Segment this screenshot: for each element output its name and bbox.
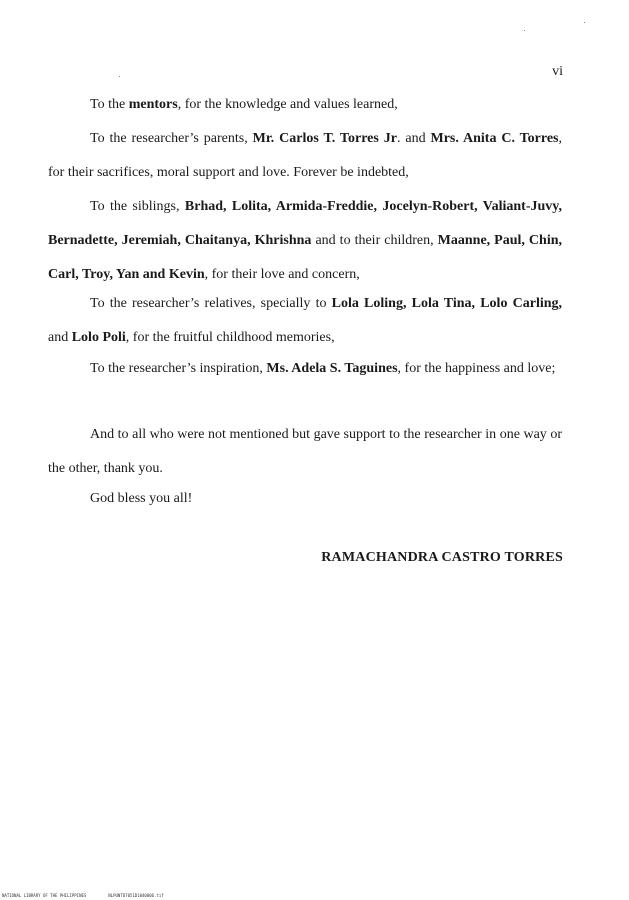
scan-speck xyxy=(584,22,585,23)
relative-lolo-poli: Lolo Poli xyxy=(71,330,126,345)
paragraph-relatives xyxy=(48,287,562,355)
paragraph-inspiration xyxy=(48,352,562,386)
siblings-post: , for their love and concern, xyxy=(204,267,360,282)
scan-speck xyxy=(524,30,525,31)
inspiration-pre: To the researcher’s inspiration, xyxy=(90,361,267,376)
relatives-names: Lola Loling, Lola Tina, Lolo Carling, xyxy=(331,296,563,311)
paragraph-parents xyxy=(48,122,562,190)
relatives-pre: To the researcher’s relatives, specially to xyxy=(90,296,332,311)
inspiration-name: Ms. Adela S. Taguines xyxy=(266,361,398,376)
siblings-pre: To the siblings, xyxy=(90,199,185,214)
scan-speck xyxy=(119,76,120,77)
relatives-post: , for the fruitful childhood memories, xyxy=(125,330,335,345)
paragraph-siblings xyxy=(48,190,562,292)
siblings-mid: and to their children, xyxy=(311,233,438,248)
inspiration-post: , for the happiness and love; xyxy=(397,361,556,376)
father-name: Mr. Carlos T. Torres Jr xyxy=(252,131,397,146)
mentors-post: , for the knowledge and values learned, xyxy=(177,97,398,112)
parents-post: , for their sacrifices, moral support and love. Forever be indebted, xyxy=(48,131,563,180)
mother-name: Mrs. Anita C. Torres xyxy=(430,131,559,146)
mentors-pre: To the xyxy=(90,97,129,112)
footer-library: NATIONAL LIBRARY OF THE PHILIPPINES xyxy=(2,893,87,898)
children-names: Maanne, Paul, Chin, Carl, Troy, Yan and Kevin xyxy=(48,233,562,282)
parents-mid: . and xyxy=(396,131,431,146)
page-number: vi xyxy=(552,64,563,79)
paragraph-blessing: God bless you all! xyxy=(90,491,193,506)
signature-name: RAMACHANDRA CASTRO TORRES xyxy=(321,550,563,565)
paragraph-mentors xyxy=(48,88,562,122)
paragraph-all: And to all who were not mentioned but gave support to the researcher in one way or the other, thank you. xyxy=(48,427,562,476)
siblings-names: Brhad, Lolita, Armida-Freddie, Jocelyn-Robert, Valiant-Juvy, Bernadette, Jeremiah, Chaitanya, Khrishna xyxy=(48,199,562,248)
parents-pre: To the researcher’s parents, xyxy=(90,131,253,146)
footer-stamp xyxy=(2,893,164,898)
footer-code: NLPUNTD7051D1040006.tif xyxy=(108,893,164,898)
relatives-mid: and xyxy=(48,330,72,345)
mentors-name: mentors xyxy=(128,97,178,112)
